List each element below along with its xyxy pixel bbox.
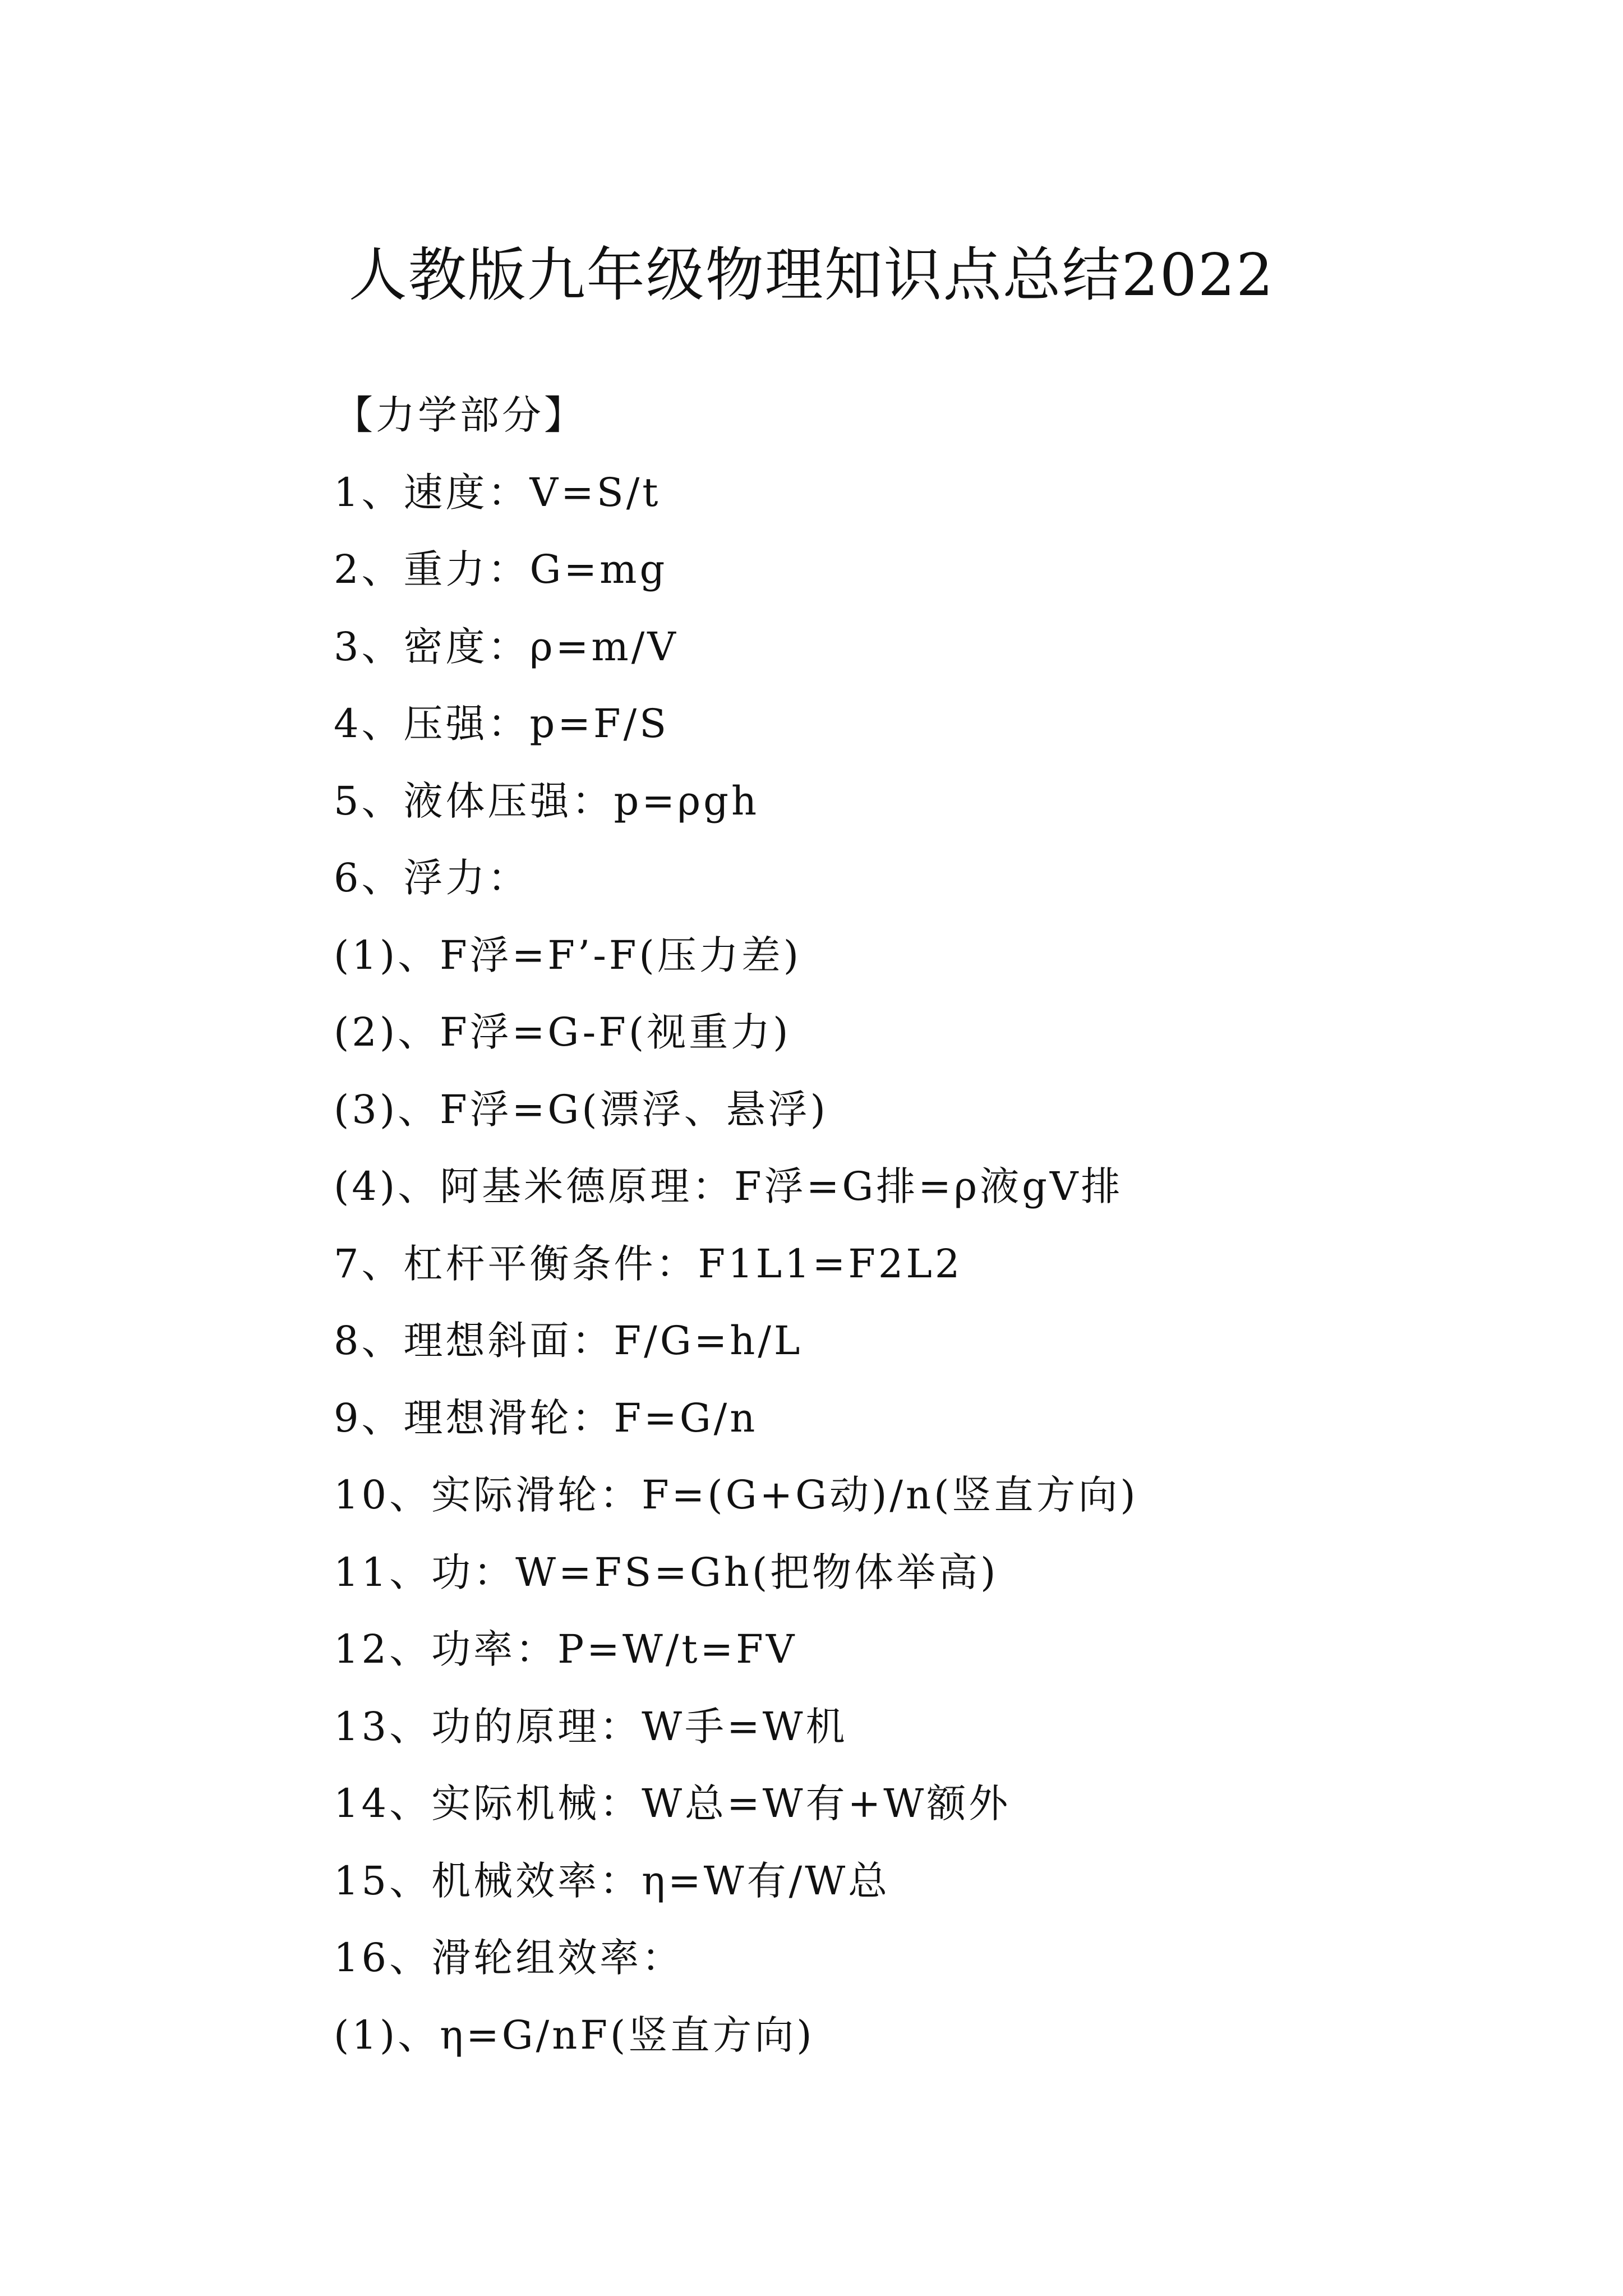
formula-line: 10、实际滑轮：F=(G+G动)/n(竖直方向) <box>334 1472 1138 1518</box>
formula-line: 2、重力：G=mg <box>334 546 668 592</box>
formula-line: 11、功：W=FS=Gh(把物体举高) <box>334 1549 999 1595</box>
formula-line: 1、速度：V=S/t <box>334 469 661 516</box>
formula-line: 4、压强：p=F/S <box>334 701 670 747</box>
formula-line: (4)、阿基米德原理：F浮=G排=ρ液gV排 <box>334 1163 1123 1209</box>
formula-line: (1)、F浮=F’-F(压力差) <box>334 932 802 978</box>
formula-line: 16、滑轮组效率： <box>334 1935 684 1981</box>
formula-line: 12、功率：P=W/t=FV <box>334 1626 797 1672</box>
formula-line: 15、机械效率：η=W有/W总 <box>334 1857 891 1904</box>
formula-line: 6、浮力： <box>334 855 530 901</box>
formula-line: 13、功的原理：W手=W机 <box>334 1703 848 1750</box>
document-title: 人教版九年级物理知识点总结2022 <box>348 240 1275 309</box>
formula-line: 14、实际机械：W总=W有+W额外 <box>334 1780 1011 1826</box>
formula-line: 9、理想滑轮：F=G/n <box>334 1395 758 1441</box>
formula-line: 7、杠杆平衡条件：F1L1=F2L2 <box>334 1240 963 1287</box>
formula-list <box>334 377 1567 2074</box>
formula-line: (2)、F浮=G-F(视重力) <box>334 1009 791 1055</box>
formula-line: (1)、η=G/nF(竖直方向) <box>334 2012 815 2058</box>
section-heading: 【力学部分】 <box>334 392 586 438</box>
formula-line: 8、理想斜面：F/G=h/L <box>334 1318 803 1364</box>
formula-line: 3、密度：ρ=m/V <box>334 623 679 670</box>
formula-line: (3)、F浮=G(漂浮、悬浮) <box>334 1086 828 1133</box>
formula-line: 5、液体压强：p=ρgh <box>334 777 760 824</box>
